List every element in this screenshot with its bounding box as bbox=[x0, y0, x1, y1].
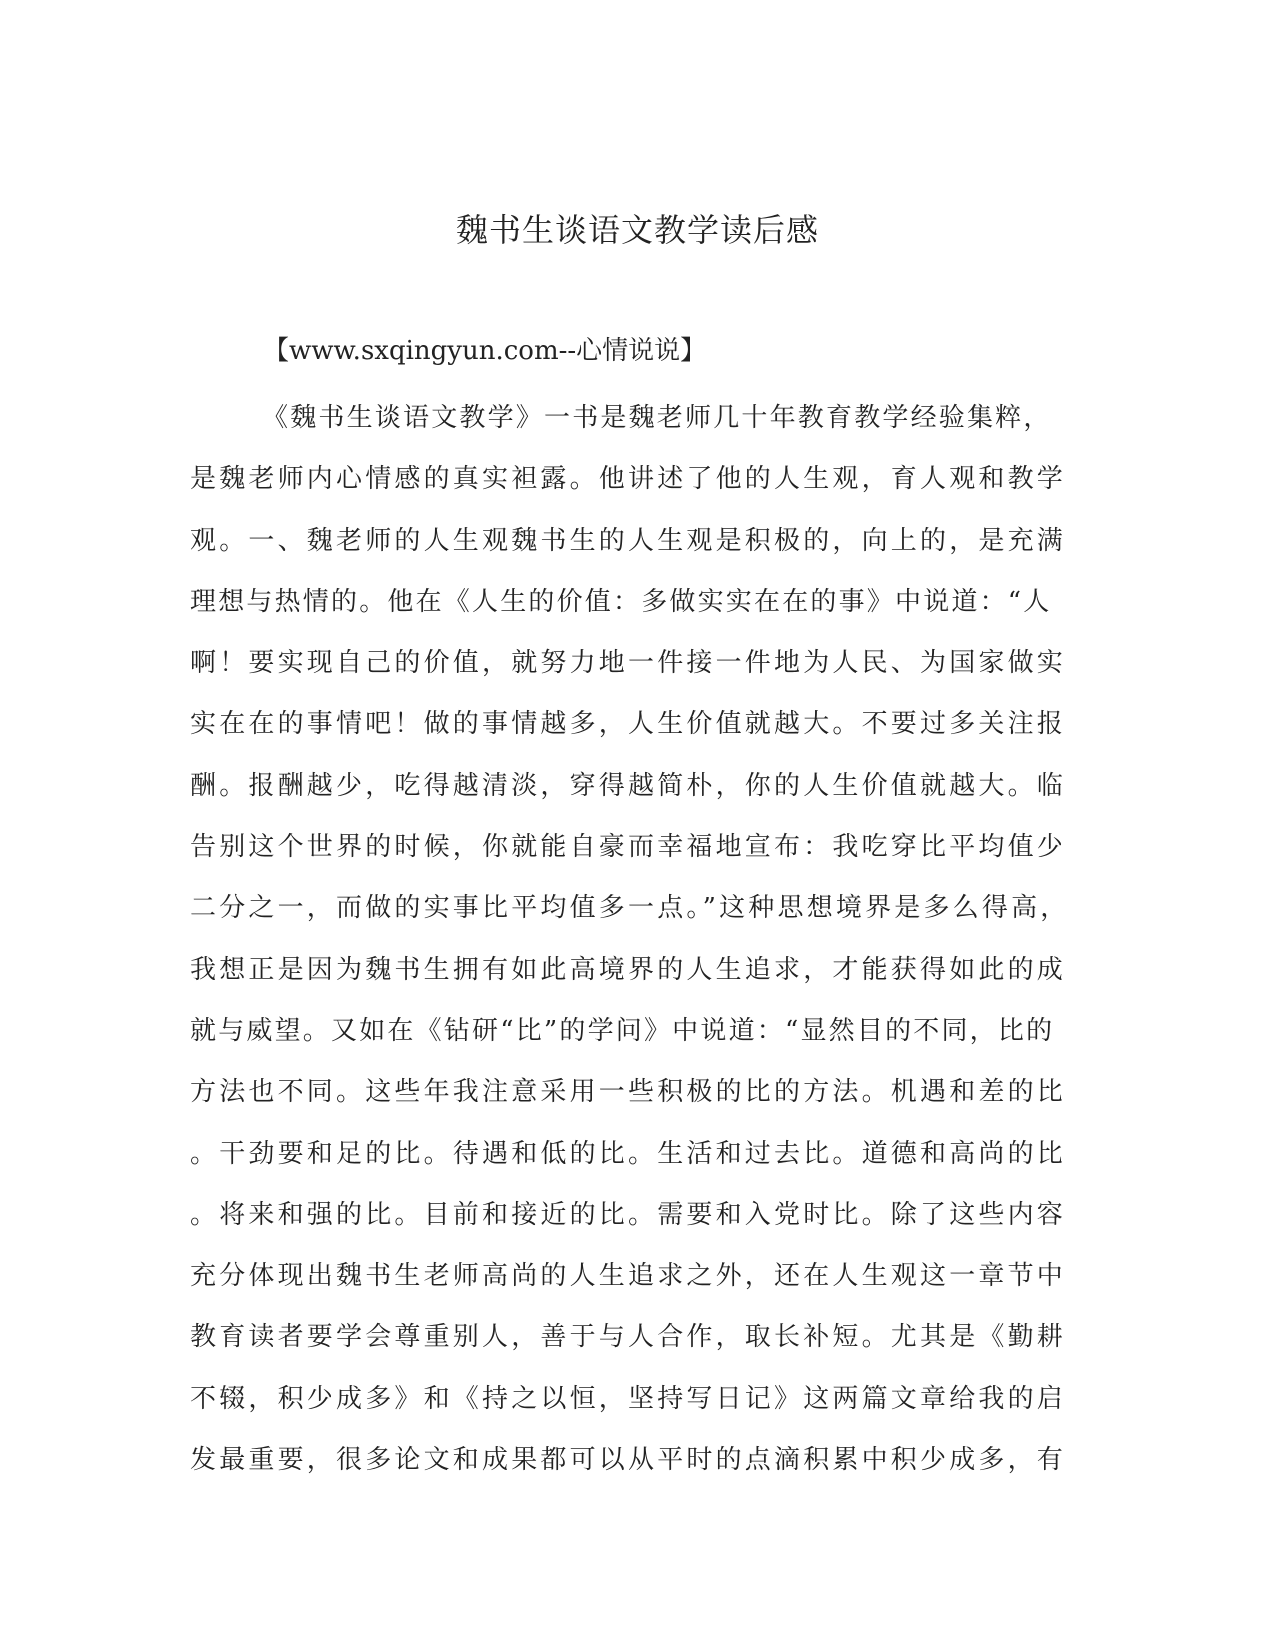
text-line: 充分体现出魏书生老师高尚的人生追求之外，还在人生观这一章节中 bbox=[190, 1261, 1067, 1292]
text-line: 不辍，积少成多》和《持之以恒，坚持写日记》这两篇文章给我的启 bbox=[190, 1383, 1067, 1414]
text-line: 《魏书生谈语文教学》一书是魏老师几十年教育教学经验集粹， bbox=[262, 403, 1052, 433]
source-line: 【www.sxqingyun.com--心情说说】 bbox=[263, 336, 707, 366]
text-line: 。将来和强的比。目前和接近的比。需要和入党时比。除了这些内容 bbox=[190, 1199, 1067, 1230]
text-line: 是魏老师内心情感的真实袒露。他讲述了他的人生观，育人观和教学 bbox=[190, 464, 1067, 495]
text-line: 实在在的事情吧！做的事情越多，人生价值就越大。不要过多关注报 bbox=[190, 709, 1067, 740]
text-line: 啊！要实现自己的价值，就努力地一件接一件地为人民、为国家做实 bbox=[190, 648, 1067, 679]
text-line: 。干劲要和足的比。待遇和低的比。生活和过去比。道德和高尚的比 bbox=[190, 1138, 1067, 1169]
body-text bbox=[190, 388, 1070, 1491]
text-line: 酬。报酬越少，吃得越清淡，穿得越简朴，你的人生价值就越大。临 bbox=[190, 770, 1067, 801]
text-line: 方法也不同。这些年我注意采用一些积极的比的方法。机遇和差的比 bbox=[190, 1077, 1067, 1108]
text-line: 理想与热情的。他在《人生的价值：多做实实在在的事》中说道：“人 bbox=[190, 586, 1052, 617]
text-line: 我想正是因为魏书生拥有如此高境界的人生追求，才能获得如此的成 bbox=[190, 954, 1067, 985]
text-line: 就与威望。又如在《钻研“比”的学问》中说道：“显然目的不同，比的 bbox=[190, 1015, 1055, 1046]
document-title: 魏书生谈语文教学读后感 bbox=[455, 211, 819, 249]
text-line: 观。一、魏老师的人生观魏书生的人生观是积极的，向上的，是充满 bbox=[190, 525, 1067, 556]
text-line: 教育读者要学会尊重别人，善于与人合作，取长补短。尤其是《勤耕 bbox=[190, 1322, 1067, 1353]
text-line: 发最重要，很多论文和成果都可以从平时的点滴积累中积少成多，有 bbox=[190, 1445, 1067, 1476]
text-line: 二分之一，而做的实事比平均值多一点。”这种思想境界是多么得高， bbox=[190, 893, 1070, 924]
text-line: 告别这个世界的时候，你就能自豪而幸福地宣布：我吃穿比平均值少 bbox=[190, 832, 1067, 863]
